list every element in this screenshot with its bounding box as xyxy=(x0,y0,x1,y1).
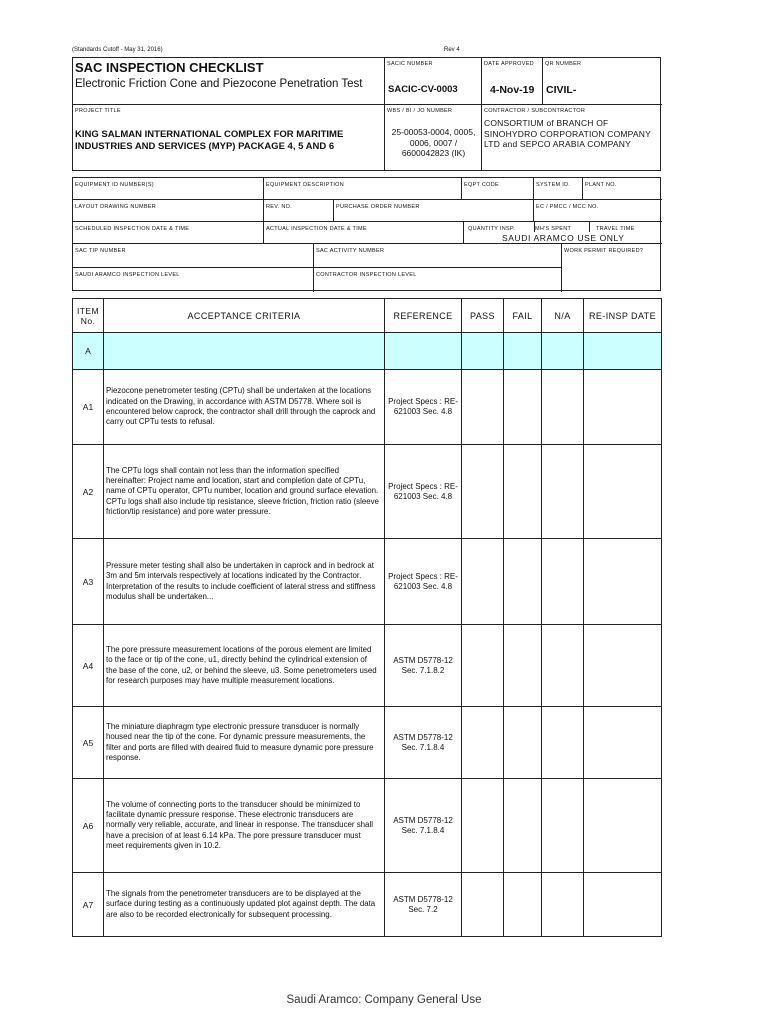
checklist-header xyxy=(72,57,661,171)
sacic-number-label: SACIC NUMBER xyxy=(387,61,433,67)
rev-no-label: REV. NO. xyxy=(266,204,293,210)
acceptance-criteria-text: Piezocone penetrometer testing (CPTu) shall be undertaken at the locations indicated on the Drawing, in accordance with ASTM D5778. Where soil is encountered below caprock, the contractor shall drill through the caprock and carry out CPTu tests to refusal. xyxy=(104,370,385,445)
aramco-inspection-level-field[interactable] xyxy=(73,268,314,292)
qr-number-cell xyxy=(543,58,662,105)
reference-text: Project Specs : RE-621003 Sec. 4.8 xyxy=(385,445,462,539)
wbs-label: WBS / BI / JO NUMBER xyxy=(387,108,453,114)
item-number: A6 xyxy=(73,779,104,873)
na-checkbox-cell[interactable] xyxy=(542,779,584,873)
pass-checkbox-cell[interactable] xyxy=(462,370,504,445)
fail-checkbox-cell[interactable] xyxy=(504,370,542,445)
pass-checkbox-cell[interactable] xyxy=(462,539,504,625)
sac-tip-field[interactable] xyxy=(73,244,314,268)
travel-time-label: TRAVEL TIME xyxy=(596,226,635,232)
acceptance-criteria-text: The miniature diaphragm type electronic pressure transducer is normally housed near the tip of the cone. For dynamic pressure measurements, the filter and ports are filled with deaired fluid to measure dynamic pore pressure response. xyxy=(104,707,385,779)
contractor-name: CONSORTIUM of BRANCH OF SINOHYDRO CORPORATION COMPANY LTD and SEPCO ARABIA COMPANY xyxy=(484,118,651,149)
ec-pmcc-label: EC / PMCC / MCC NO. xyxy=(536,204,599,210)
col-na: N/A xyxy=(542,299,584,333)
pass-checkbox-cell[interactable] xyxy=(462,873,504,937)
col-reinsp-date: RE-INSP DATE xyxy=(584,299,662,333)
wbs-cell xyxy=(385,105,482,171)
equipment-id-field[interactable] xyxy=(73,178,264,200)
sac-tip-label: SAC TIP NUMBER xyxy=(75,248,126,254)
work-permit-label: WORK PERMIT REQUIRED? xyxy=(564,248,644,254)
title-cell xyxy=(73,58,385,105)
item-number: A7 xyxy=(73,873,104,937)
purchase-order-field[interactable] xyxy=(334,200,534,222)
layout-drawing-field[interactable] xyxy=(73,200,264,222)
table-header-row xyxy=(73,299,662,333)
sacic-number-cell xyxy=(385,58,482,105)
scheduled-inspection-label: SCHEDULED INSPECTION DATE & TIME xyxy=(75,226,190,232)
pass-checkbox-cell[interactable] xyxy=(462,625,504,707)
na-checkbox-cell[interactable] xyxy=(542,445,584,539)
eqpt-code-field[interactable] xyxy=(462,178,534,200)
actual-inspection-field[interactable] xyxy=(264,222,464,244)
table-row xyxy=(73,539,662,625)
work-permit-field[interactable] xyxy=(562,244,662,292)
contractor-cell xyxy=(482,105,662,171)
reinsp-date-cell[interactable] xyxy=(584,873,662,937)
acceptance-criteria-text: The signals from the penetrometer transducers are to be displayed at the surface during testing as a continuously updated plot against depth. The data are also to be recorded electronically for subsequent processing. xyxy=(104,873,385,937)
na-checkbox-cell[interactable] xyxy=(542,539,584,625)
na-checkbox-cell[interactable] xyxy=(542,370,584,445)
table-row xyxy=(73,445,662,539)
ec-pmcc-field[interactable] xyxy=(534,200,662,222)
aramco-divider xyxy=(534,222,535,232)
classification-footer: Saudi Aramco: Company General Use xyxy=(286,994,482,1006)
na-checkbox-cell[interactable] xyxy=(542,707,584,779)
equipment-id-label: EQUIPMENT ID NUMBER(S) xyxy=(75,182,154,188)
fail-checkbox-cell[interactable] xyxy=(504,873,542,937)
rev-no-field[interactable] xyxy=(264,200,334,222)
reinsp-date-cell[interactable] xyxy=(584,539,662,625)
qr-number-label: QR NUMBER xyxy=(545,61,582,67)
table-row xyxy=(73,873,662,937)
qr-number: CIVIL- xyxy=(546,84,577,96)
reference-text: ASTM D5778-12 Sec. 7.2 xyxy=(385,873,462,937)
plant-no-field[interactable] xyxy=(583,178,662,200)
col-pass: PASS xyxy=(462,299,504,333)
fail-checkbox-cell[interactable] xyxy=(504,779,542,873)
acceptance-criteria-table xyxy=(72,298,662,937)
section-label: A xyxy=(73,333,104,370)
aramco-divider xyxy=(589,222,590,232)
item-number: A4 xyxy=(73,625,104,707)
equipment-description-field[interactable] xyxy=(264,178,462,200)
pass-checkbox-cell[interactable] xyxy=(462,707,504,779)
pass-checkbox-cell[interactable] xyxy=(462,445,504,539)
reinsp-date-cell[interactable] xyxy=(584,707,662,779)
contractor-inspection-level-label: CONTRACTOR INSPECTION LEVEL xyxy=(316,272,417,278)
project-title: KING SALMAN INTERNATIONAL COMPLEX FOR MARITIME INDUSTRIES AND SERVICES (MYP) PACKAGE 4, 5 AND 6 xyxy=(75,129,344,152)
reference-text: ASTM D5778-12 Sec. 7.1.8.4 xyxy=(385,707,462,779)
pass-checkbox-cell[interactable] xyxy=(462,779,504,873)
date-approved: 4-Nov-19 xyxy=(490,84,535,96)
standards-cutoff: (Standards Cutoff - May 31, 2016) xyxy=(72,47,163,53)
table-row xyxy=(73,707,662,779)
reference-text: ASTM D5778-12 Sec. 7.1.8.2 xyxy=(385,625,462,707)
reinsp-date-cell[interactable] xyxy=(584,370,662,445)
acceptance-criteria-text: The pore pressure measurement locations of the porous element are limited to the face or tip of the cone, u1, directly behind the cylindrical extension of the base of the cone, u2, or behind the sleeve, u3. Some penetrometers used for research purposes may have multiple measurement locations. xyxy=(104,625,385,707)
col-reference: REFERENCE xyxy=(385,299,462,333)
fail-checkbox-cell[interactable] xyxy=(504,539,542,625)
item-number: A5 xyxy=(73,707,104,779)
na-checkbox-cell[interactable] xyxy=(542,873,584,937)
mh-spent-label: MH'S SPENT xyxy=(535,226,572,232)
item-number: A3 xyxy=(73,539,104,625)
reinsp-date-cell[interactable] xyxy=(584,625,662,707)
plant-no-label: PLANT NO. xyxy=(585,182,617,188)
aramco-inspection-level-label: SAUDI ARAMCO INSPECTION LEVEL xyxy=(75,272,180,278)
item-number: A2 xyxy=(73,445,104,539)
contractor-inspection-level-field[interactable] xyxy=(314,268,562,292)
equipment-description-label: EQUIPMENT DESCRIPTION xyxy=(266,182,345,188)
eqpt-code-label: EQPT CODE xyxy=(464,182,499,188)
col-fail: FAIL xyxy=(504,299,542,333)
quantity-insp-label: QUANTITY INSP. xyxy=(468,226,516,232)
item-number: A1 xyxy=(73,370,104,445)
acceptance-criteria-text: Pressure meter testing shall also be undertaken in caprock and in bedrock at 3m and 5m intervals respectively at locations indicated by the Contractor. Interpretation of the results to include coefficient of lateral stress and stiffness modulus shall be undertaken... xyxy=(104,539,385,625)
fail-checkbox-cell[interactable] xyxy=(504,707,542,779)
inspection-info-grid xyxy=(72,177,661,291)
purchase-order-label: PURCHASE ORDER NUMBER xyxy=(336,204,420,210)
top-line xyxy=(72,47,662,57)
na-checkbox-cell[interactable] xyxy=(542,625,584,707)
scheduled-inspection-field[interactable] xyxy=(73,222,264,244)
checklist-subtitle: Electronic Friction Cone and Piezocone Penetration Test xyxy=(75,78,363,90)
reference-text: Project Specs : RE-621003 Sec. 4.8 xyxy=(385,370,462,445)
reference-text: Project Specs : RE-621003 Sec. 4.8 xyxy=(385,539,462,625)
col-item-no: ITEM No. xyxy=(73,299,104,333)
wbs-number: 25-00053-0004, 0005, 0006, 0007 / 6600042823 (IK) xyxy=(391,127,476,158)
acceptance-criteria-text: The volume of connecting ports to the transducer should be minimized to facilitate dynamic pressure response. These electronic transducers are normally very reliable, accurate, and linear in response. The transducer shall have a precision of at least 6.14 kPa. The pore pressure transducer must meet requirements given in 10.2. xyxy=(104,779,385,873)
aramco-use-only: SAUDI ARAMCO USE ONLY xyxy=(502,233,625,243)
table-row xyxy=(73,625,662,707)
fail-checkbox-cell[interactable] xyxy=(504,625,542,707)
project-title-cell xyxy=(73,105,385,171)
col-acceptance-criteria: ACCEPTANCE CRITERIA xyxy=(104,299,385,333)
sac-activity-field[interactable] xyxy=(314,244,562,268)
project-title-label: PROJECT TITLE xyxy=(75,108,121,114)
sacic-number: SACIC-CV-0003 xyxy=(388,84,458,95)
reference-text: ASTM D5778-12 Sec. 7.1.8.4 xyxy=(385,779,462,873)
contractor-label: CONTRACTOR / SUBCONTRACTOR xyxy=(484,108,586,114)
date-approved-cell xyxy=(482,58,543,105)
actual-inspection-label: ACTUAL INSPECTION DATE & TIME xyxy=(266,226,367,232)
section-row xyxy=(73,333,662,370)
revision-label: Rev 4 xyxy=(444,47,460,53)
table-row xyxy=(73,370,662,445)
sac-activity-label: SAC ACTIVITY NUMBER xyxy=(316,248,385,254)
reinsp-date-cell[interactable] xyxy=(584,779,662,873)
date-approved-label: DATE APPROVED xyxy=(484,61,534,67)
fail-checkbox-cell[interactable] xyxy=(504,445,542,539)
layout-drawing-label: LAYOUT DRAWING NUMBER xyxy=(75,204,157,210)
acceptance-criteria-text: The CPTu logs shall contain not less than the information specified hereinafter: Project name and location, start and completion date of CPTu, name of CPTu operator, CPTu number, location and ground surface elevation. CPTu logs shall also include tip resistance, sleeve friction, friction ratio (sleeve friction/tip resistance) and pore water pressure. xyxy=(104,445,385,539)
reinsp-date-cell[interactable] xyxy=(584,445,662,539)
checklist-title: SAC INSPECTION CHECKLIST xyxy=(75,60,264,75)
table-row xyxy=(73,779,662,873)
aramco-use-cell xyxy=(464,222,662,244)
system-id-label: SYSTEM ID. xyxy=(536,182,571,188)
system-id-field[interactable] xyxy=(534,178,583,200)
